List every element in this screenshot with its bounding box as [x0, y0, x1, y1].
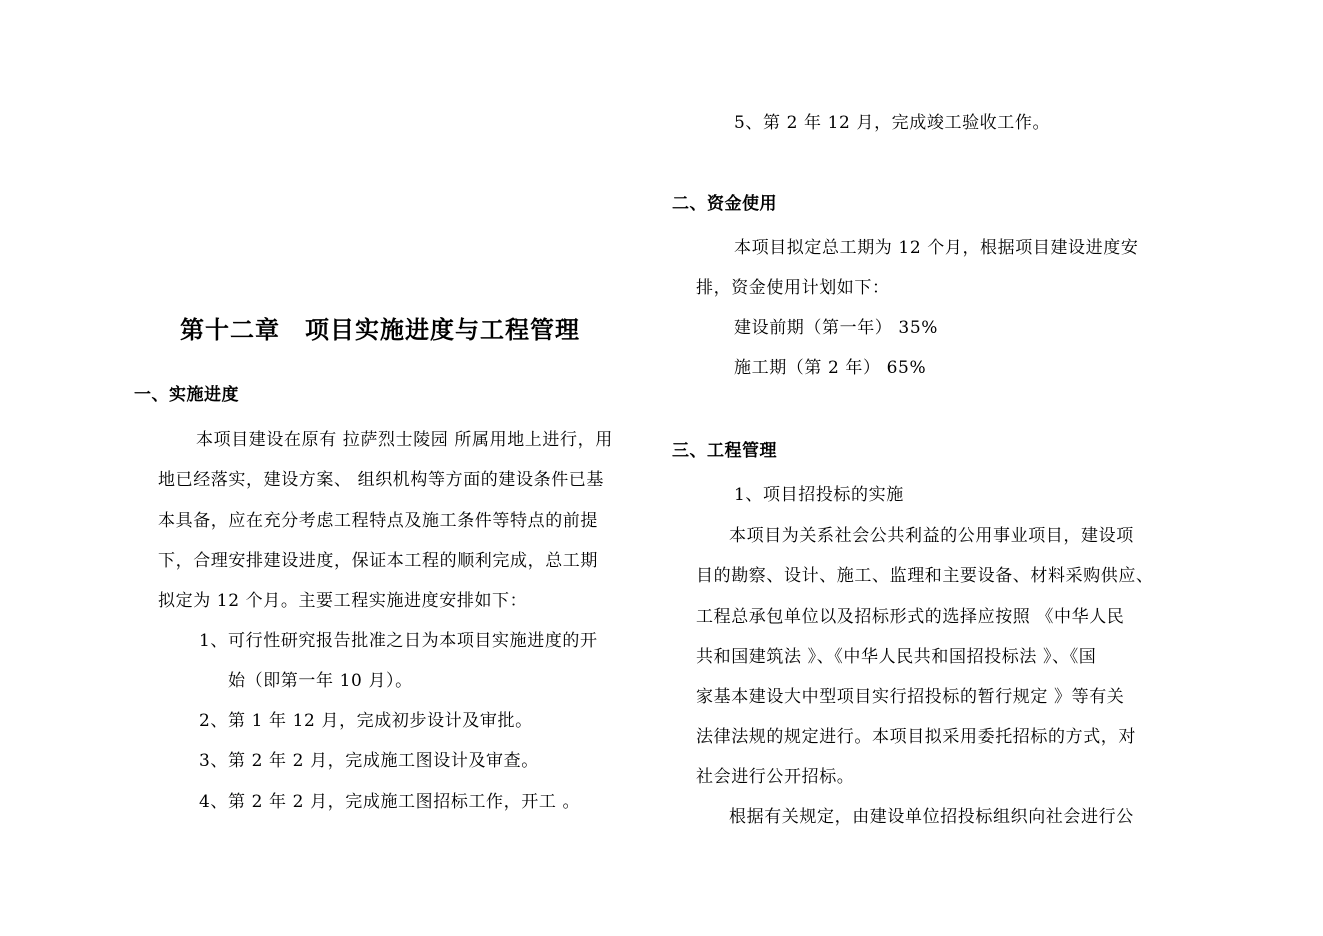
paragraph-line: 本项目为关系社会公共利益的公用事业项目，建设项 [729, 526, 1134, 546]
schedule-item-2: 2、第 1 年 12 月，完成初步设计及审批。 [199, 711, 533, 731]
paragraph-line: 目的勘察、设计、施工、监理和主要设备、材料采购供应、 [696, 566, 1154, 586]
schedule-item-1-cont: 始（即第一年 10 月）。 [228, 671, 413, 691]
section-heading-schedule: 一、实施进度 [134, 385, 239, 405]
paragraph-line: 工程总承包单位以及招标形式的选择应按照 《中华人民 [696, 607, 1125, 627]
paragraph-line: 本具备，应在充分考虑工程特点及施工条件等特点的前提 [158, 511, 598, 531]
chapter-title: 第十二章 项目实施进度与工程管理 [180, 316, 580, 344]
schedule-item-5: 5、第 2 年 12 月，完成竣工验收工作。 [734, 113, 1051, 133]
section-heading-management: 三、工程管理 [672, 441, 777, 461]
paragraph-line: 家基本建设大中型项目实行招投标的暂行规定 》等有关 [696, 687, 1125, 707]
paragraph-line: 共和国建筑法 》、《中华人民共和国招投标法 》、《国 [696, 647, 1097, 667]
subheading-bidding: 1、项目招投标的实施 [734, 485, 904, 505]
schedule-item-1: 1、可行性研究报告批准之日为本项目实施进度的开 [199, 631, 598, 651]
paragraph-line: 地已经落实，建设方案、 组织机构等方面的建设条件已基 [158, 470, 605, 490]
paragraph-line: 排，资金使用计划如下： [696, 278, 890, 298]
paragraph-line: 拟定为 12 个月。主要工程实施进度安排如下： [158, 591, 528, 611]
fund-line-construction: 施工期（第 2 年） 65% [734, 358, 927, 378]
schedule-item-3: 3、第 2 年 2 月，完成施工图设计及审查。 [199, 751, 539, 771]
paragraph-line: 本项目拟定总工期为 12 个月，根据项目建设进度安 [734, 238, 1139, 258]
paragraph-line: 法律法规的规定进行。本项目拟采用委托招标的方式，对 [696, 727, 1136, 747]
schedule-item-4: 4、第 2 年 2 月，完成施工图招标工作，开工 。 [199, 792, 581, 812]
paragraph-line: 根据有关规定，由建设单位招投标组织向社会进行公 [729, 807, 1134, 827]
paragraph-line: 本项目建设在原有 拉萨烈士陵园 所属用地上进行，用 [196, 430, 613, 450]
fund-line-pre-construction: 建设前期（第一年） 35% [734, 318, 938, 338]
paragraph-line: 下，合理安排建设进度，保证本工程的顺利完成，总工期 [158, 551, 598, 571]
paragraph-line: 社会进行公开招标。 [696, 767, 855, 787]
section-heading-funding: 二、资金使用 [672, 194, 777, 214]
